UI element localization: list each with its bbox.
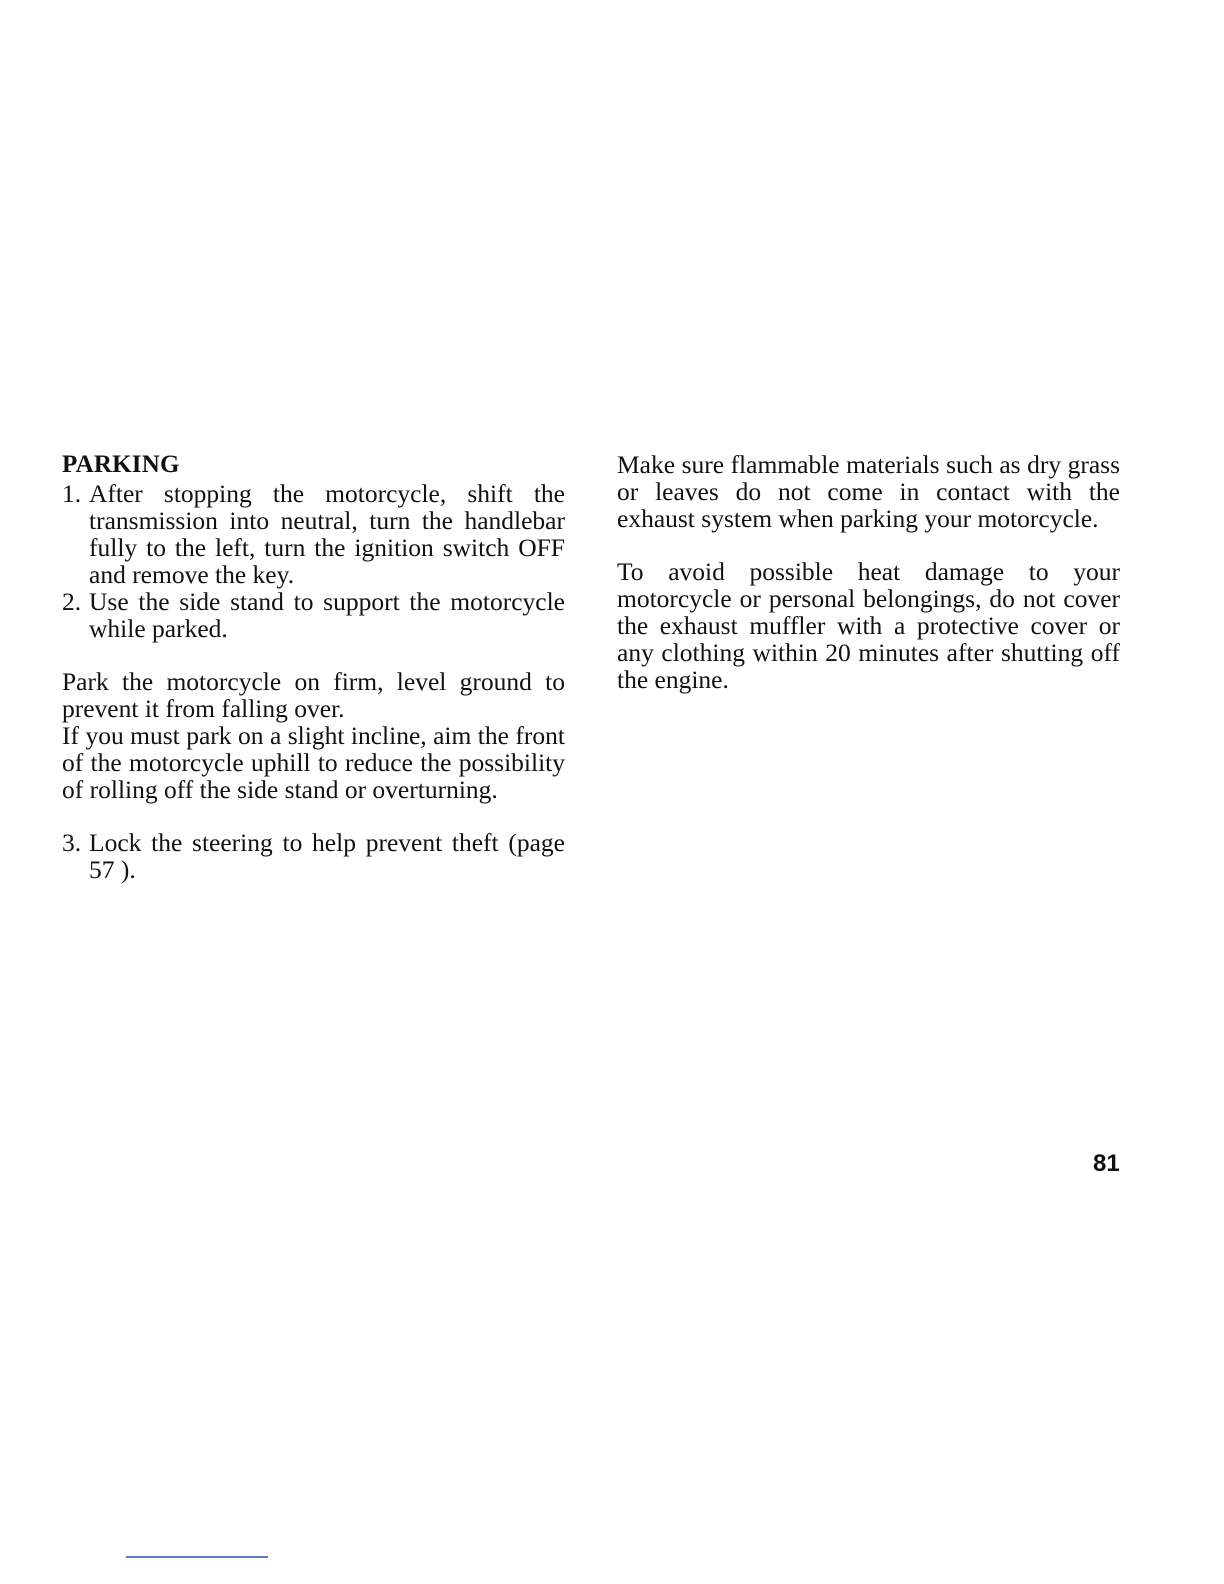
- list-item: [62, 829, 565, 883]
- step-text: After stopping the motorcycle, shift the transmission into neutral, turn the handlebar fully to the left, turn the ignition switch OFF and remove the key.: [89, 479, 565, 589]
- step-text: Lock the steering to help prevent theft (page 57 ).: [89, 828, 565, 884]
- right-column: [617, 451, 1120, 693]
- step-number: 1.: [62, 479, 82, 508]
- step-text: Use the side stand to support the motorcycle while parked.: [89, 587, 565, 643]
- paragraph-flammable-materials: Make sure flammable materials such as dry grass or leaves do not come in contact with the exhaust system when parking your motorcycle.: [617, 450, 1120, 533]
- parking-steps-list-continued: [62, 829, 565, 883]
- paragraph-incline: If you must park on a slight incline, aim the front of the motorcycle uphill to reduce the possibility of rolling off the side stand or overturning.: [62, 721, 565, 804]
- page-number: 81: [1093, 1150, 1120, 1177]
- left-column: [62, 450, 565, 883]
- step-number: 2.: [62, 587, 82, 616]
- list-item: [62, 588, 565, 642]
- bottom-divider: [126, 1556, 268, 1558]
- step-number: 3.: [62, 828, 82, 857]
- paragraph-firm-ground: Park the motorcycle on firm, level ground to prevent it from falling over.: [62, 667, 565, 723]
- section-heading: PARKING: [62, 451, 180, 478]
- paragraph-heat-damage: To avoid possible heat damage to your motorcycle or personal belongings, do not cover the exhaust muffler with a protective cover or any clothing within 20 minutes after shutting off the engine.: [617, 557, 1120, 694]
- parking-steps-list: [62, 480, 565, 642]
- list-item: [62, 480, 565, 588]
